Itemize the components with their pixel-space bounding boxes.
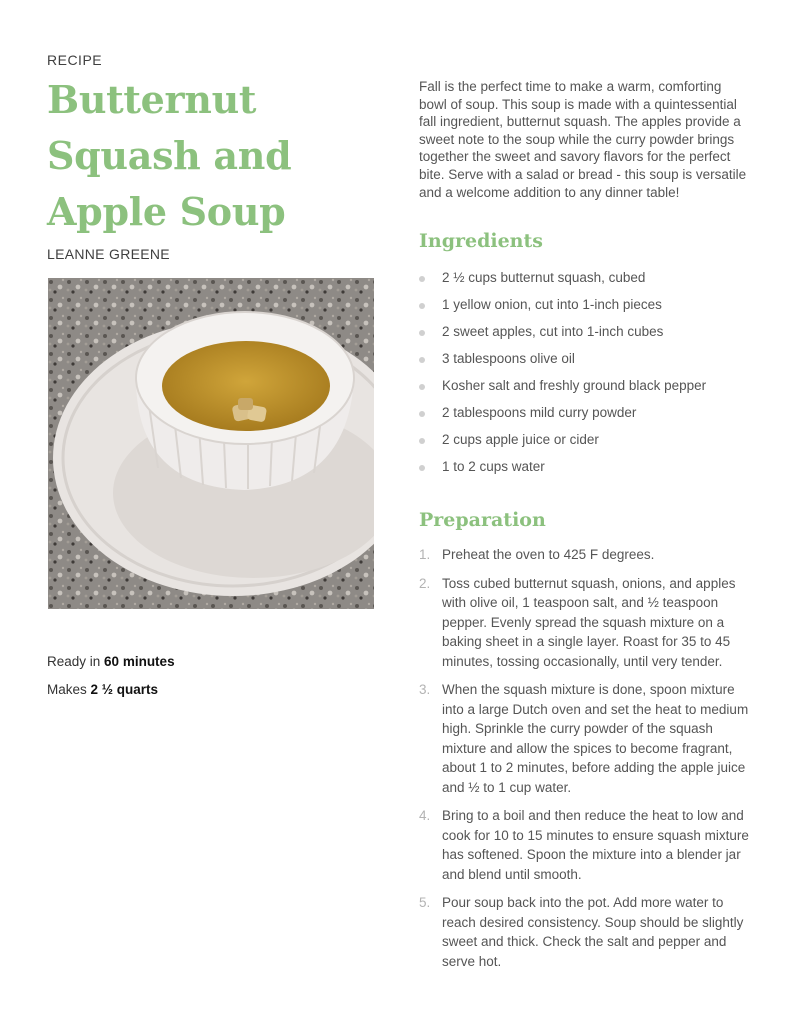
step-item	[419, 680, 751, 797]
ready-value: 60 minutes	[104, 654, 175, 669]
step-number: 4.	[419, 808, 431, 823]
ingredient-item	[419, 426, 749, 453]
soup-photo	[48, 278, 374, 609]
ingredients-list	[419, 264, 749, 480]
ready-label: Ready in	[47, 654, 105, 669]
ingredient-item	[419, 345, 749, 372]
preparation-steps	[419, 545, 751, 980]
step-text: Toss cubed butternut squash, onions, and apples with olive oil, 1 teaspoon salt, and ½ teaspoon pepper. Evenly spread the squash mixture on a baking sheet in a single layer. Roast for 35 to 45 minutes, tossing occasionally, until very tender.	[442, 575, 736, 669]
intro-section	[419, 78, 749, 201]
preparation-heading: Preparation	[419, 509, 546, 531]
step-text: Preheat the oven to 425 F degrees.	[442, 547, 655, 562]
ingredient-text: 2 ½ cups butternut squash, cubed	[442, 270, 646, 285]
ingredient-text: 2 cups apple juice or cider	[442, 432, 599, 447]
step-number: 1.	[419, 547, 431, 562]
recipe-header	[47, 52, 377, 262]
ingredient-text: 3 tablespoons olive oil	[442, 351, 575, 366]
ingredients-heading: Ingredients	[419, 230, 543, 252]
ready-time	[47, 648, 175, 676]
step-text: When the squash mixture is done, spoon mixture into a large Dutch oven and set the heat to medium high. Sprinkle the curry powder of the squash mixture and allow the spices to become fragrant, about 1 to 2 minutes, before adding the apple juice and ½ to 1 cup water.	[442, 682, 749, 795]
step-item	[419, 893, 751, 971]
ingredient-text: 1 yellow onion, cut into 1-inch pieces	[442, 297, 662, 312]
author-name: LEANNE GREENE	[47, 246, 170, 262]
ingredient-text: Kosher salt and freshly ground black pepper	[442, 378, 707, 393]
step-number: 5.	[419, 895, 431, 910]
ingredient-item	[419, 291, 749, 318]
bullet-icon	[419, 438, 425, 444]
bullet-icon	[419, 276, 425, 282]
ingredient-text: 2 sweet apples, cut into 1-inch cubes	[442, 324, 664, 339]
ingredient-item	[419, 318, 749, 345]
bullet-icon	[419, 411, 425, 417]
recipe-title	[47, 72, 377, 240]
step-text: Bring to a boil and then reduce the heat to low and cook for 10 to 15 minutes to ensure squash mixture has softened. Spoon the mixture into a blender jar and blend until smooth.	[442, 808, 749, 882]
ingredient-item	[419, 264, 749, 291]
ingredient-item	[419, 453, 749, 480]
title-line: Apple Soup	[47, 189, 286, 234]
step-number: 3.	[419, 682, 431, 697]
ingredient-item	[419, 372, 749, 399]
recipe-label: RECIPE	[47, 52, 103, 68]
makes-label: Makes	[47, 682, 91, 697]
step-item	[419, 806, 751, 884]
step-number: 2.	[419, 575, 431, 591]
step-text: Pour soup back into the pot. Add more water to reach desired consistency. Soup should be slightly sweet and thick. Check the salt and pepper and serve hot.	[442, 895, 744, 969]
bullet-icon	[419, 303, 425, 309]
ingredient-text: 2 tablespoons mild curry powder	[442, 405, 637, 420]
bullet-icon	[419, 465, 425, 471]
ingredient-text: 1 to 2 cups water	[442, 459, 545, 474]
step-item	[419, 574, 751, 672]
bullet-icon	[419, 330, 425, 336]
bullet-icon	[419, 357, 425, 363]
title-line: Squash and	[47, 133, 292, 178]
yield	[47, 676, 175, 704]
soup-bowl-image	[48, 278, 374, 609]
step-item	[419, 545, 751, 565]
makes-value: 2 ½ quarts	[90, 682, 159, 697]
ingredient-item	[419, 399, 749, 426]
bullet-icon	[419, 384, 425, 390]
title-line: Butternut	[47, 77, 257, 122]
recipe-meta	[47, 648, 175, 704]
intro-paragraph: Fall is the perfect time to make a warm, comforting bowl of soup. This soup is made with a quintessential fall ingredient, butternut squash. The apples provide a sweet note to the soup while the curry powder brings together the sweet and savory flavors for the perfect bite. Serve with a salad or bread - this soup is versatile and a welcome addition to any dinner table!	[419, 79, 747, 200]
